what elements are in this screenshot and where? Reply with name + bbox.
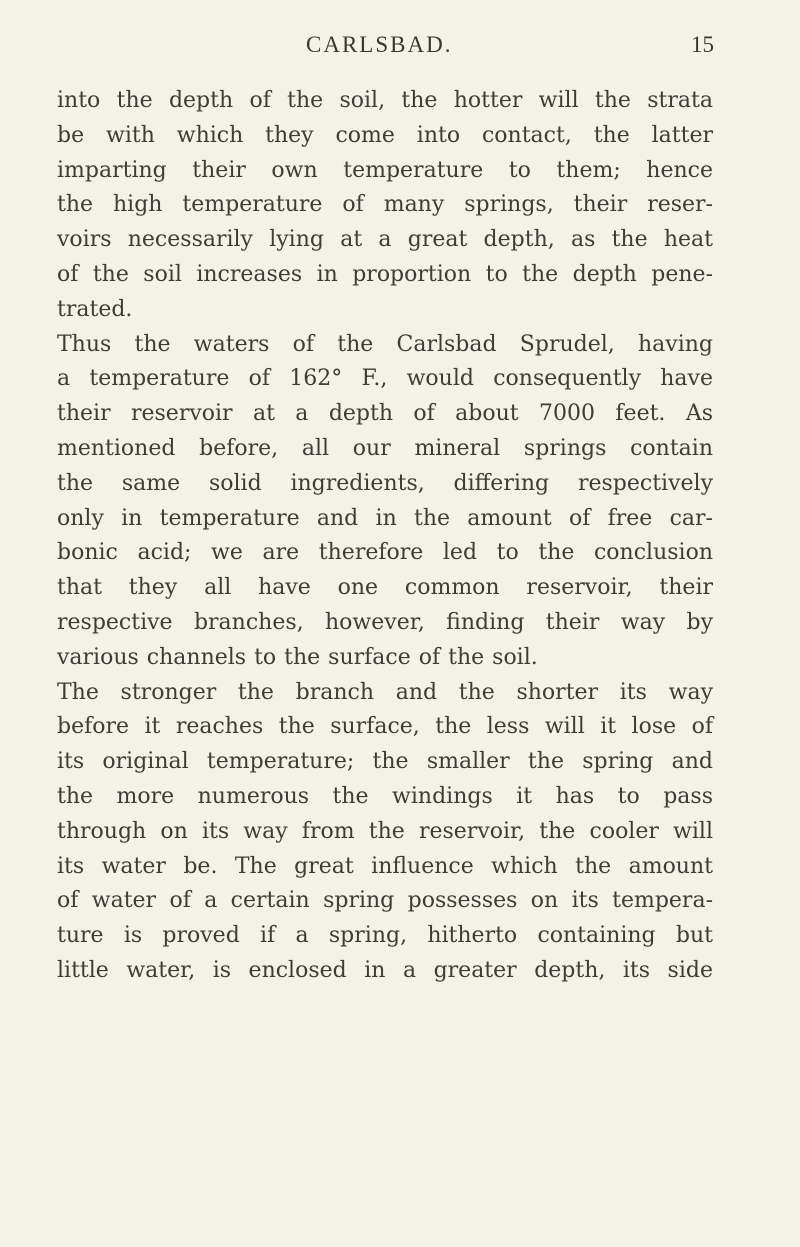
text-line: voirs necessarily lying at a great depth, as the heat: [57, 227, 713, 253]
text-line: that they all have one common reservoir, their: [57, 575, 713, 601]
text-line: ture is proved if a spring, hitherto containing but: [57, 923, 713, 949]
text-line: through on its way from the reservoir, the cooler will: [57, 818, 713, 844]
text-line: its original temperature; the smaller the spring and: [57, 749, 713, 775]
page-number: 15: [691, 32, 714, 57]
text-line: the high temperature of many springs, their reser-: [57, 192, 713, 218]
text-line: respective branches, however, finding their way by: [57, 609, 713, 635]
text-line: be with which they come into contact, the latter: [57, 122, 713, 148]
running-title: CARLSBAD.: [306, 32, 453, 57]
text-line: imparting their own temperature to them; hence: [57, 157, 713, 183]
text-line: its water be. The great influence which the amount: [57, 853, 713, 879]
text-line: various channels to the surface of the soil.: [57, 644, 538, 670]
text-line: their reservoir at a depth of about 7000 feet. As: [57, 401, 713, 427]
text-line: the more numerous the windings it has to pass: [57, 783, 713, 809]
text-line: bonic acid; we are therefore led to the conclusion: [57, 540, 713, 566]
text-line: Thus the waters of the Carlsbad Sprudel, having: [57, 331, 713, 357]
text-line: of the soil increases in proportion to the depth pene-: [57, 261, 713, 287]
text-line: the same solid ingredients, differing respectively: [57, 470, 713, 496]
text-line: a temperature of 162° F., would consequently have: [57, 366, 713, 392]
text-line: before it reaches the surface, the less will it lose of: [57, 714, 713, 740]
text-line: The stronger the branch and the shorter its way: [57, 679, 713, 705]
text-line: little water, is enclosed in a greater depth, its side: [57, 957, 713, 983]
body-text: [57, 84, 713, 989]
text-line: only in temperature and in the amount of free car-: [57, 505, 713, 531]
text-line: into the depth of the soil, the hotter will the strata: [57, 88, 713, 113]
text-line: mentioned before, all our mineral springs contain: [57, 435, 713, 461]
running-header: [0, 26, 800, 66]
text-line: trated.: [57, 296, 133, 322]
text-line: of water of a certain spring possesses on its tempera-: [57, 888, 713, 914]
